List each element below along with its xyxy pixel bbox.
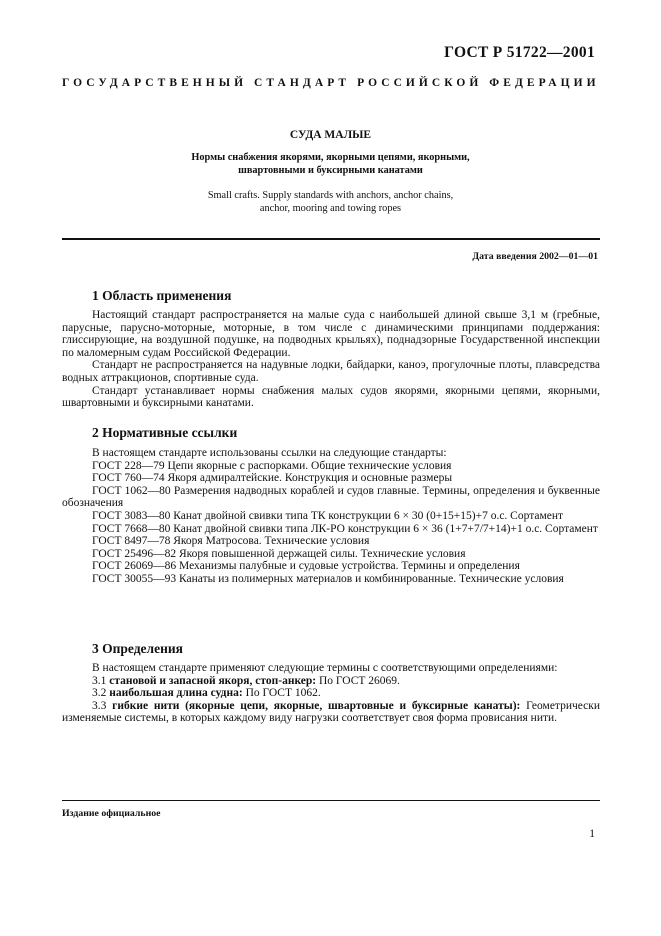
reference-item: ГОСТ 228—79 Цепи якорные с распорками. Общие технические условия	[92, 459, 452, 472]
reference-item: ГОСТ 8497—78 Якоря Матросова. Технические условия	[92, 535, 370, 548]
definition-text: По ГОСТ 26069.	[319, 674, 400, 687]
subtitle-line-1: Нормы снабжения якорями, якорными цепями, якорными,	[191, 152, 470, 163]
subtitle-line-2: швартовными и буксирными канатами	[238, 165, 423, 176]
document-subtitle	[0, 151, 661, 177]
reference-item: ГОСТ 25496—82 Якоря повышенной держащей силы. Технические условия	[92, 547, 466, 560]
reference-item: ГОСТ 3083—80 Канат двойной свивки типа ТК конструкции 6 × 30 (0+15+15)+7 о.с. Сортамент	[92, 509, 564, 522]
definition-text: Геометрически изменяемые системы, в которых каждому виду нагрузки соответствует своя форма провисания нити.	[62, 699, 601, 725]
section-1-paragraph: Стандарт не распространяется на надувные лодки, байдарки, каноэ, прогулочные плоты, плавсредства водных аттракционов, спортивные суда.	[62, 359, 600, 384]
subtitle-en-line-1: Small crafts. Supply standards with anchors, anchor chains,	[207, 190, 454, 201]
reference-item: ГОСТ 26069—86 Механизмы палубные и судовые устройства. Термины и определения	[92, 560, 520, 573]
document-subtitle-english	[0, 189, 661, 215]
subtitle-en-line-2: anchor, mooring and towing ropes	[259, 203, 402, 214]
definition-item	[62, 687, 600, 700]
definition-term: становой и запасной якоря, стоп-анкер:	[109, 674, 317, 687]
section-2-intro: В настоящем стандарте использованы ссылки на следующие стандарты:	[92, 447, 447, 459]
definition-term: гибкие нити (якорные цепи, якорные, швартовные и буксирные канаты):	[112, 699, 521, 712]
footer-divider	[62, 800, 600, 801]
reference-item: ГОСТ 7668—80 Канат двойной свивки типа ЛК-РО конструкции 6 × 36 (1+7+7/7+14)+1 о.с. Сортамент	[92, 522, 598, 535]
section-3-intro: В настоящем стандарте применяют следующие термины с соответствующими определениями:	[92, 662, 558, 674]
definition-text: По ГОСТ 1062.	[245, 687, 321, 700]
title-divider	[62, 238, 600, 240]
state-standard-banner: ГОСУДАРСТВЕННЫЙ СТАНДАРТ РОССИЙСКОЙ ФЕДЕРАЦИИ	[62, 77, 600, 89]
page-number: 1	[589, 828, 595, 840]
section-1-heading: 1 Область применения	[92, 288, 232, 303]
section-1-paragraph: Стандарт устанавливает нормы снабжения малых судов якорями, якорными цепями, якорными, швартовными и буксирными канатами.	[62, 384, 600, 410]
definition-term: наибольшая длина судна:	[109, 687, 243, 700]
gost-number: ГОСТ Р 51722—2001	[444, 44, 595, 61]
introduction-date: Дата введения 2002—01—01	[472, 251, 598, 262]
section-3-body	[62, 662, 600, 725]
section-2-body	[62, 447, 600, 586]
reference-item: ГОСТ 30055—93 Канаты из полимерных материалов и комбинированные. Технические условия	[92, 572, 564, 585]
reference-item: ГОСТ 760—74 Якоря адмиралтейские. Конструкция и основные размеры	[92, 472, 453, 485]
definition-number: 3.3	[92, 699, 107, 712]
definition-number: 3.1	[92, 674, 107, 687]
section-1-paragraph: Настоящий стандарт распространяется на малые суда с наибольшей длиной свыше 3,1 м (гребные, парусные, парусно-моторные, моторные, в том числе с динамическими принципами поддержания: глиссирующие, на воздушной подушке, на подводных крыльях), поднадзорные Государственной инспекции по маломерным судам Российской Федерации.	[62, 309, 600, 359]
section-3-heading: 3 Определения	[92, 641, 183, 656]
document-title: СУДА МАЛЫЕ	[289, 129, 372, 141]
section-1-body	[62, 309, 600, 410]
definition-item	[62, 700, 600, 725]
official-edition-note: Издание официальное	[62, 808, 161, 819]
section-2-heading: 2 Нормативные ссылки	[92, 425, 238, 440]
reference-item: ГОСТ 1062—80 Размерения надводных кораблей и судов главные. Термины, определения и буквенные обозначения	[62, 484, 600, 510]
definition-item	[62, 675, 600, 688]
definition-number: 3.2	[92, 687, 107, 700]
